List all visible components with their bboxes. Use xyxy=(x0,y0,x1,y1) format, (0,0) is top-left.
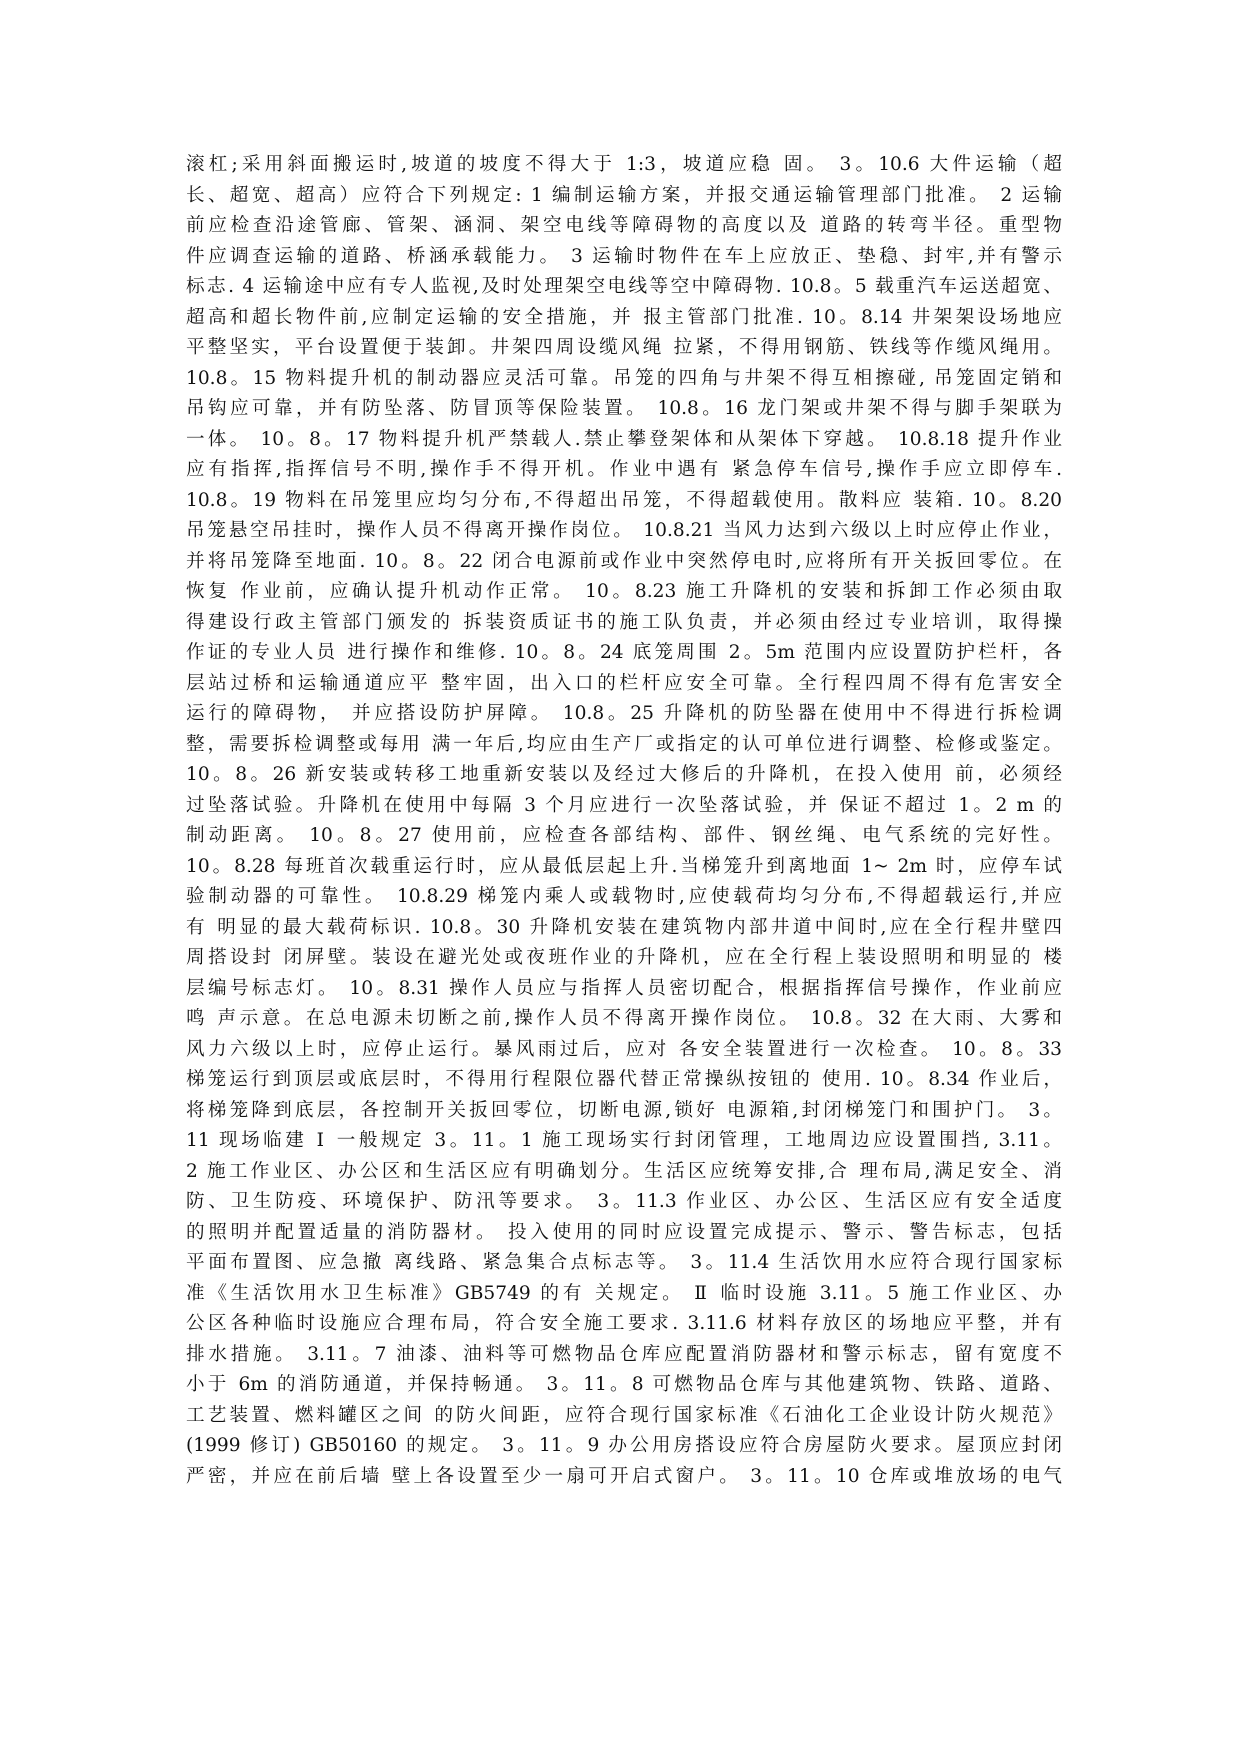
text-line-11: 应有指挥,指挥信号不明,操作手不得开机。作业中遇有 紧急停车信号,操作手应立即停车. xyxy=(186,459,1062,480)
text-line-03: 前应检查沿途管廊、管架、涵洞、架空电线等障碍物的高度以及 道路的转弯半径。重型物 xyxy=(186,215,1062,236)
text-line-08: 10.8。15 物料提升机的制动器应灵活可靠。吊笼的四角与井架不得互相擦碰, 吊笼固定销和 xyxy=(186,367,1062,389)
text-line-39: 公区各种临时设施应合理布局，符合安全施工要求. 3.11.6 材料存放区的场地应平整，并有 xyxy=(186,1313,1062,1334)
text-line-07: 平整坚实，平台设置便于装卸。井架四周设缆风绳 拉紧，不得用钢筋、铁线等作缆风绳用。 xyxy=(186,337,1062,358)
text-line-18: 层站过桥和运输通道应平 整牢固，出入口的栏杆应安全可靠。全行程四周不得有危害安全 xyxy=(186,672,1062,694)
text-line-17: 作证的专业人员 进行操作和维修. 10。8。24 底笼周围 2。5m 范围内应设置防护栏杆，各 xyxy=(186,642,1062,663)
text-line-44: 严密，并应在前后墙 壁上各设置至少一扇可开启式窗户。 3。11。10 仓库或堆放场的电气 xyxy=(186,1465,1062,1487)
text-line-27: 周搭设封 闭屏壁。装设在避光处或夜班作业的升降机，应在全行程上装设照明和明显的 楼 xyxy=(186,947,1062,968)
text-line-14: 并将吊笼降至地面. 10。8。22 闭合电源前或作业中突然停电时,应将所有开关扳回零位。在 xyxy=(186,550,1062,572)
text-line-16: 得建设行政主管部门颁发的 拆装资质证书的施工队负责，并必须由经过专业培训，取得操 xyxy=(186,611,1062,633)
text-line-02: 长、超宽、超高）应符合下列规定: 1 编制运输方案，并报交通运输管理部门批准。 2 运输 xyxy=(186,184,1062,206)
text-line-35: 防、卫生防疫、环境保护、防汛等要求。 3。11.3 作业区、办公区、生活区应有安全适度 xyxy=(186,1191,1062,1212)
text-line-43: (1999 修订) GB50160 的规定。 3。11。9 办公用房搭设应符合房屋防火要求。屋顶应封闭 xyxy=(186,1435,1062,1456)
text-line-31: 梯笼运行到顶层或底层时，不得用行程限位器代替正常操纵按钮的 使用. 10。8.34 作业后， xyxy=(186,1069,1062,1090)
text-line-01: 滚杠;采用斜面搬运时,坡道的坡度不得大于 1:3，坡道应稳 固。 3。10.6 大件运输（超 xyxy=(186,154,1062,175)
text-line-23: 制动距离。 10。8。27 使用前，应检查各部结构、部件、钢丝绳、电气系统的完好性。 xyxy=(186,825,1062,846)
text-line-22: 过坠落试验。升降机在使用中每隔 3 个月应进行一次坠落试验，并 保证不超过 1。2 m 的 xyxy=(186,794,1062,816)
text-line-13: 吊笼悬空吊挂时，操作人员不得离开操作岗位。 10.8.21 当风力达到六级以上时应停止作业， xyxy=(186,520,1062,541)
text-line-20: 整，需要拆检调整或每用 满一年后,均应由生产厂或指定的认可单位进行调整、检修或鉴定。 xyxy=(186,733,1062,755)
text-line-33: 11 现场临建 Ⅰ 一般规定 3。11。1 施工现场实行封闭管理，工地周边应设置围挡, 3.11。 xyxy=(186,1130,1062,1151)
text-line-09: 吊钩应可靠，并有防坠落、防冒顶等保险装置。 10.8。16 龙门架或井架不得与脚手架联为 xyxy=(186,398,1062,419)
text-line-21: 10。8。26 新安装或转移工地重新安装以及经过大修后的升降机，在投入使用 前，必须经 xyxy=(186,764,1062,785)
text-line-15: 恢复 作业前，应确认提升机动作正常。 10。8.23 施工升降机的安装和拆卸工作必须由取 xyxy=(186,581,1062,602)
text-line-45 xyxy=(186,1492,1062,1523)
text-line-32: 将梯笼降到底层，各控制开关扳回零位，切断电源,锁好 电源箱,封闭梯笼门和围护门。 3。 xyxy=(186,1099,1062,1121)
text-line-36: 的照明并配置适量的消防器材。 投入使用的同时应设置完成提示、警示、警告标志，包括 xyxy=(186,1221,1062,1243)
text-line-29: 鸣 声示意。在总电源未切断之前,操作人员不得离开操作岗位。 10.8。32 在大雨、大雾和 xyxy=(186,1008,1062,1029)
text-line-30: 风力六级以上时，应停止运行。暴风雨过后，应对 各安全装置进行一次检查。 10。8。33 xyxy=(186,1038,1062,1060)
text-line-19: 运行的障碍物， 并应搭设防护屏障。 10.8。25 升降机的防坠器在使用中不得进行拆检调 xyxy=(186,703,1062,724)
text-line-37: 平面布置图、应急撤 离线路、紧急集合点标志等。 3。11.4 生活饮用水应符合现行国家标 xyxy=(186,1252,1062,1273)
document-body xyxy=(186,150,1062,1523)
text-line-40: 排水措施。 3.11。7 油漆、油料等可燃物品仓库应配置消防器材和警示标志，留有宽度不 xyxy=(186,1343,1062,1365)
text-line-42: 工艺装置、燃料罐区之间 的防火间距，应符合现行国家标准《石油化工企业设计防火规范》 xyxy=(186,1404,1062,1426)
text-line-26: 有 明显的最大载荷标识. 10.8。30 升降机安装在建筑物内部井道中间时,应在全行程井壁四 xyxy=(186,916,1062,938)
text-line-12: 10.8。19 物料在吊笼里应均匀分布,不得超出吊笼，不得超载使用。散料应 装箱. 10。8.20 xyxy=(186,489,1062,511)
text-line-24: 10。8.28 每班首次载重运行时，应从最低层起上升.当梯笼升到离地面 1~ 2m 时，应停车试 xyxy=(186,855,1062,877)
text-line-38: 准《生活饮用水卫生标准》GB5749 的有 关规定。 Ⅱ 临时设施 3.11。5 施工作业区、办 xyxy=(186,1282,1062,1304)
text-line-25: 验制动器的可靠性。 10.8.29 梯笼内乘人或载物时,应使载荷均匀分布,不得超载运行,并应 xyxy=(186,886,1062,907)
text-line-04: 件应调查运输的道路、桥涵承载能力。 3 运输时物件在车上应放正、垫稳、封牢,并有警示 xyxy=(186,245,1062,267)
text-line-34: 2 施工作业区、办公区和生活区应有明确划分。生活区应统筹安排,合 理布局,满足安全、消 xyxy=(186,1160,1062,1182)
text-line-41: 小于 6m 的消防通道，并保持畅通。 3。11。8 可燃物品仓库与其他建筑物、铁路、道路、 xyxy=(186,1374,1062,1395)
text-line-05: 标志. 4 运输途中应有专人监视,及时处理架空电线等空中障碍物. 10.8。5 载重汽车运送超宽、 xyxy=(186,276,1062,297)
text-line-10: 一体。 10。8。17 物料提升机严禁载人.禁止攀登架体和从架体下穿越。 10.8.18 提升作业 xyxy=(186,428,1062,450)
text-line-06: 超高和超长物件前,应制定运输的安全措施，并 报主管部门批准. 10。8.14 井架架设场地应 xyxy=(186,306,1062,328)
text-line-28: 层编号标志灯。 10。8.31 操作人员应与指挥人员密切配合，根据指挥信号操作，作业前应 xyxy=(186,977,1062,999)
